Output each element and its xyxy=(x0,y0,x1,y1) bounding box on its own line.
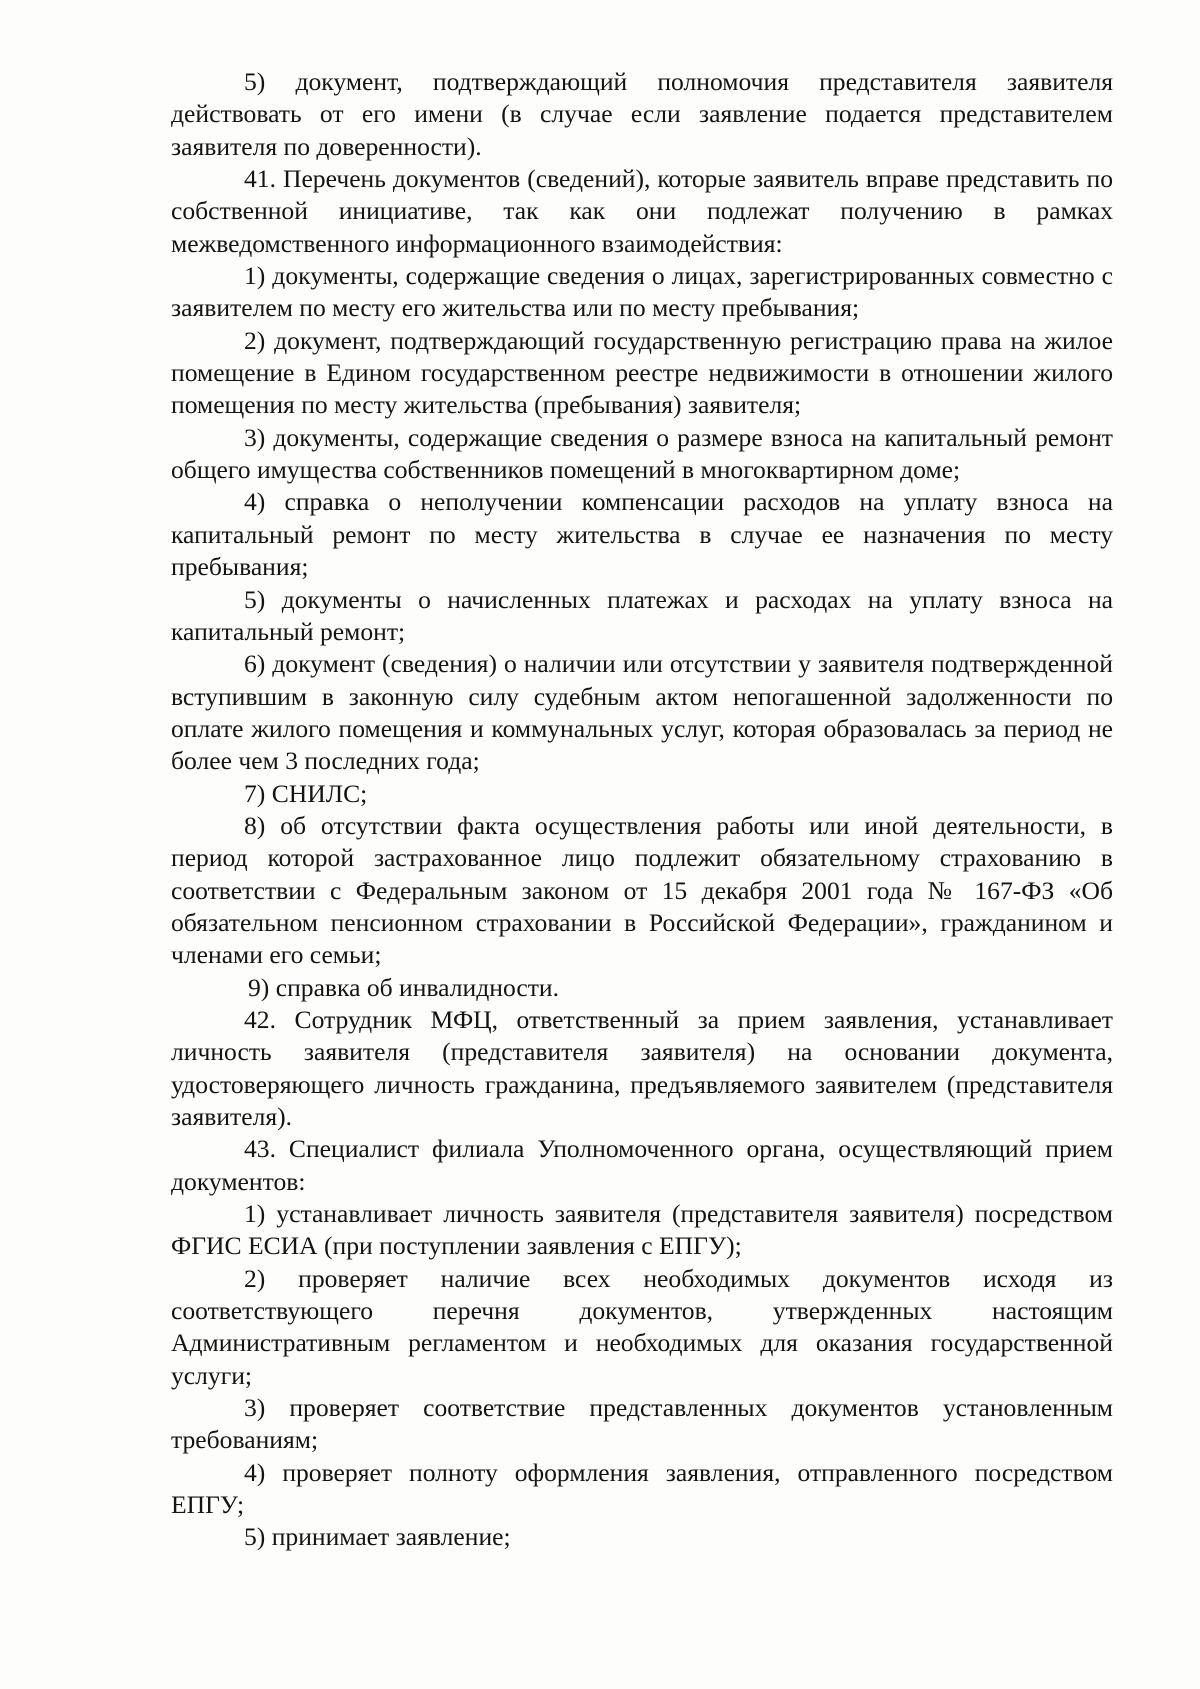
paragraph-43-item-1: 1) устанавливает личность заявителя (представителя заявителя) посредством ФГИС ЕСИА (при поступлении заявления с ЕПГУ); xyxy=(171,1199,1113,1261)
paragraph-clause-41: 41. Перечень документов (сведений), которые заявитель вправе представить по собственной инициативе, так как они подлежат получению в рамках межведомственного информационного взаимодействия: xyxy=(171,164,1113,258)
paragraph-43-item-2: 2) проверяет наличие всех необходимых документов исходя из соответствующего перечня документов, утвержденных настоящим Административным регламентом и необходимых для оказания государственной услуги; xyxy=(171,1263,1113,1390)
paragraph-item-5-authority: 5) документ, подтверждающий полномочия представителя заявителя действовать от его имени (в случае если заявление подается представителем заявителя по доверенности). xyxy=(171,67,1113,161)
paragraph-41-item-9: 9) справка об инвалидности. xyxy=(248,972,560,1002)
paragraph-41-item-8: 8) об отсутствии факта осуществления работы или иной деятельности, в период которой застрахованное лицо подлежит обязательному страхованию в соответствии с Федеральным законом от 15 декабря 2001 года № 167-ФЗ «Об обязательном пенсионном страховании в Российской Федерации», гражданином и членами его семьи; xyxy=(171,810,1113,970)
paragraph-43-item-3: 3) проверяет соответствие представленных документов установленным требованиям; xyxy=(171,1393,1113,1455)
paragraph-41-item-7: 7) СНИЛС; xyxy=(244,778,368,808)
paragraph-clause-42: 42. Сотрудник МФЦ, ответственный за прием заявления, устанавливает личность заявителя (представителя заявителя) на основании документа, удостоверяющего личность гражданина, предъявляемого заявителем (представителя заявителя). xyxy=(171,1004,1113,1131)
paragraph-41-item-1: 1) документы, содержащие сведения о лицах, зарегистрированных совместно с заявителем по месту его жительства или по месту пребывания; xyxy=(171,261,1113,323)
paragraph-41-item-4: 4) справка о неполучении компенсации расходов на уплату взноса на капитальный ремонт по месту жительства в случае ее назначения по месту пребывания; xyxy=(171,487,1113,582)
document-body xyxy=(171,66,1113,1554)
paragraph-43-item-5: 5) принимает заявление; xyxy=(244,1522,511,1552)
paragraph-43-item-4: 4) проверяет полноту оформления заявления, отправленного посредством ЕПГУ; xyxy=(171,1457,1113,1520)
paragraph-41-item-3: 3) документы, содержащие сведения о размере взноса на капитальный ремонт общего имущества собственников помещений в многоквартирном доме; xyxy=(171,422,1113,485)
paragraph-41-item-2: 2) документ, подтверждающий государственную регистрацию права на жилое помещение в Едином государственном реестре недвижимости в отношении жилого помещения по месту жительства (пребывания) заявителя; xyxy=(171,325,1113,420)
paragraph-41-item-5: 5) документы о начисленных платежах и расходах на уплату взноса на капитальный ремонт; xyxy=(171,584,1113,646)
paragraph-clause-43: 43. Специалист филиала Уполномоченного органа, осуществляющий прием документов: xyxy=(171,1134,1113,1196)
paragraph-41-item-6: 6) документ (сведения) о наличии или отсутствии у заявителя подтвержденной вступившим в законную силу судебным актом непогашенной задолженности по оплате жилого помещения и коммунальных услуг, которая образовалась за период не более чем 3 последних года; xyxy=(171,649,1113,776)
